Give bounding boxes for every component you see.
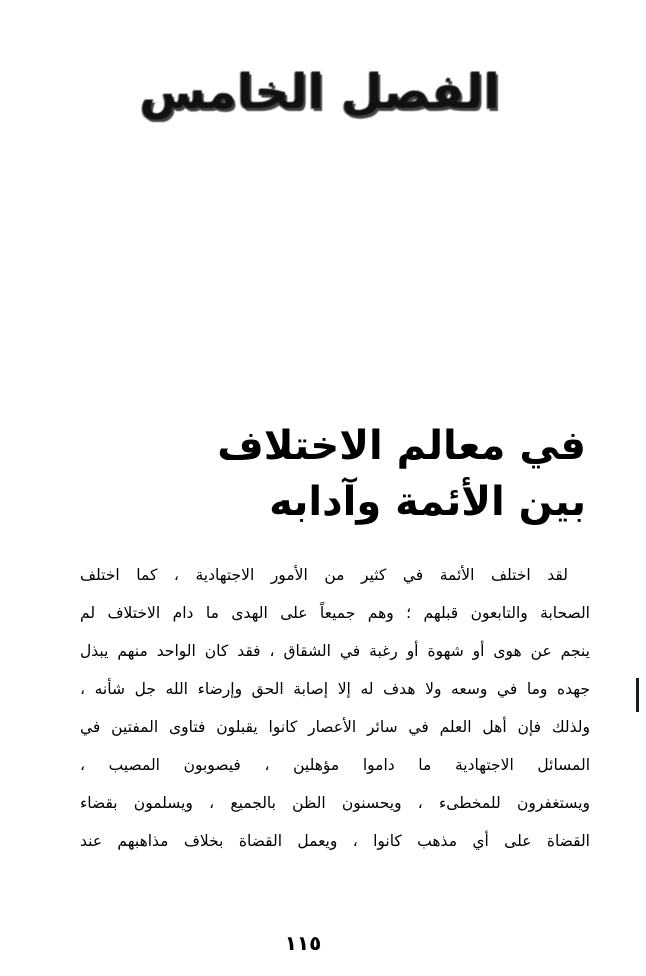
body-paragraph [80,556,590,860]
page-number: ١١٥ [284,931,322,955]
section-heading-line-1: في معالم الاختلاف [217,423,586,469]
body-line: الصحابة والتابعون قبلهم ؛ وهم جميعاً على الهدى ما دام الاختلاف لم [80,604,590,622]
body-line: ولذلك فإن أهل العلم في سائر الأعصار كانوا يقبلون فتاوى المفتين في [80,718,590,736]
section-heading-line-2: بين الأئمة وآدابه [269,479,586,525]
body-line: ويستغفرون للمخطىء ، ويحسنون الظن بالجميع ، ويسلمون بقضاء [80,794,590,812]
body-line: لقد اختلف الأئمة في كثير من الأمور الاجتهادية ، كما اختلف [80,566,568,584]
scan-artifact-mark [636,678,639,712]
chapter-title: الفصل الخامس [139,64,500,120]
body-line: المسائل الاجتهادية ما داموا مؤهلين ، فيصوبون المصيب ، [80,756,590,774]
body-line: القضاة على أي مذهب كانوا ، ويعمل القضاة بخلاف مذاهبهم عند [80,832,590,850]
body-line: جهده وما في وسعه ولا هدف له إلا إصابة الحق وإرضاء الله جل شأنه ، [80,680,590,698]
body-line: ينجم عن هوى أو شهوة أو رغبة في الشقاق ، فقد كان الواحد منهم يبذل [80,642,590,660]
